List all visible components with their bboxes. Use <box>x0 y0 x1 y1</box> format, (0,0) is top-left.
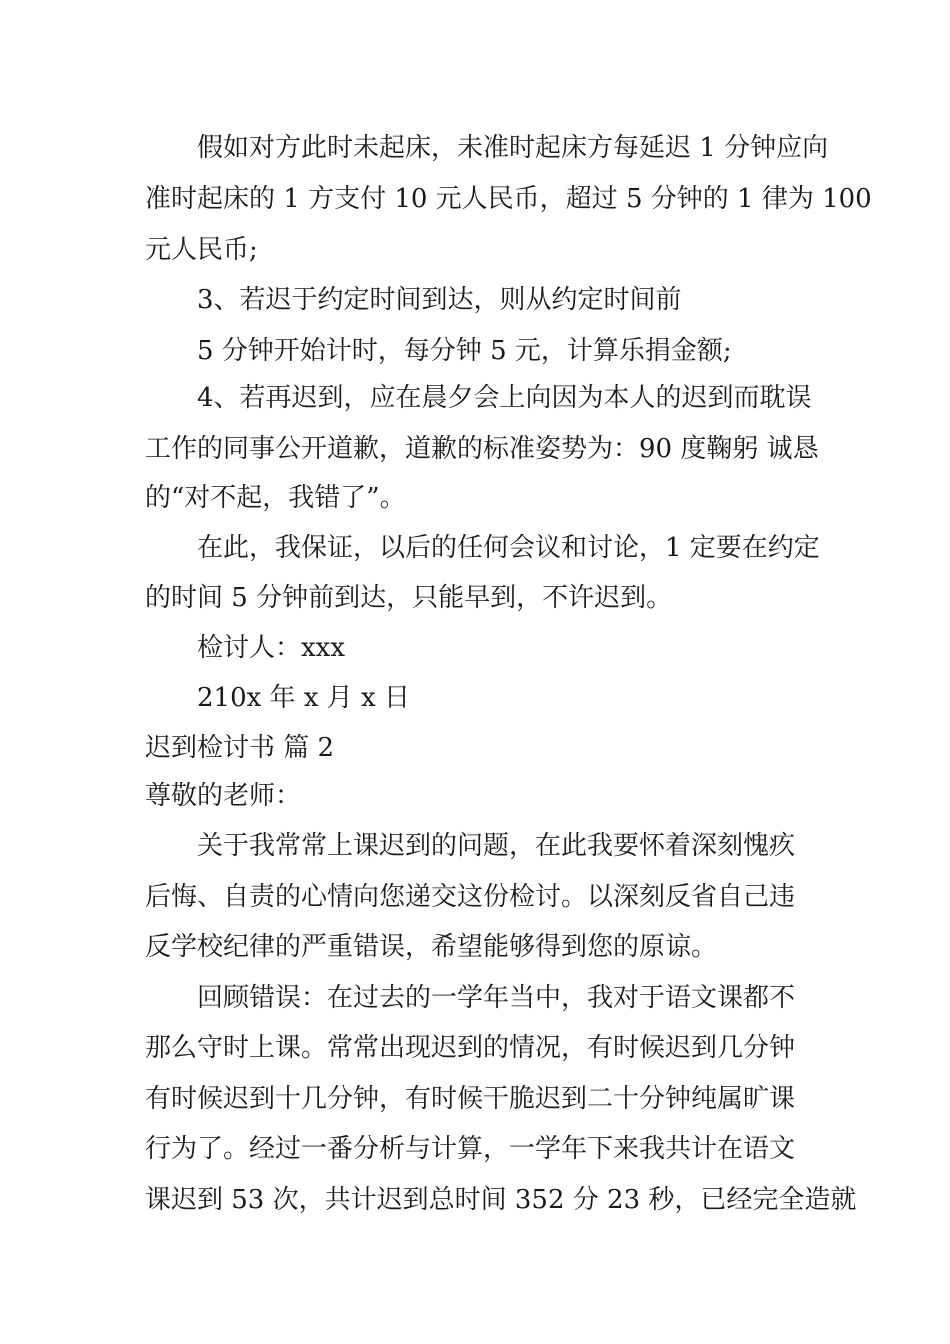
paragraph-line: 假如对方此时未起床，未准时起床方每延迟 1 分钟应向 <box>197 133 829 163</box>
list-item-3: 3、若迟于约定时间到达，则从约定时间前 <box>197 285 682 315</box>
section-title: 迟到检讨书 篇 2 <box>145 733 335 763</box>
paragraph-line: 有时候迟到十几分钟，有时候干脆迟到二十分钟纯属旷课 <box>145 1084 796 1114</box>
paragraph-line: 的时间 5 分钟前到达，只能早到，不许迟到。 <box>145 583 673 613</box>
paragraph-line: 课迟到 53 次，共计迟到总时间 352 分 23 秒，已经完全造就 <box>145 1185 857 1215</box>
paragraph-line: 后悔、自责的心情向您递交这份检讨。以深刻反省自己违 <box>145 882 796 912</box>
paragraph-line: 元人民币; <box>145 235 258 265</box>
paragraph-line: 那么守时上课。常常出现迟到的情况，有时候迟到几分钟 <box>145 1033 796 1063</box>
salutation: 尊敬的老师： <box>145 781 302 811</box>
paragraph-line: 准时起床的 1 方支付 10 元人民币，超过 5 分钟的 1 律为 100 <box>145 184 872 214</box>
paragraph-line: 的“对不起，我错了”。 <box>145 483 406 513</box>
paragraph-line: 回顾错误：在过去的一学年当中，我对于语文课都不 <box>197 983 796 1013</box>
paragraph-line: 在此，我保证，以后的任何会议和讨论，1 定要在约定 <box>197 533 820 563</box>
paragraph-line: 5 分钟开始计时，每分钟 5 元，计算乐捐金额; <box>197 336 732 366</box>
paragraph-line: 行为了。经过一番分析与计算，一学年下来我共计在语文 <box>145 1134 796 1164</box>
paragraph-line: 工作的同事公开道歉，道歉的标准姿势为：90 度鞠躬 诚恳 <box>145 434 819 464</box>
signature-date: 210x 年 x 月 x 日 <box>197 683 410 713</box>
paragraph-line: 关于我常常上课迟到的问题，在此我要怀着深刻愧疚 <box>197 831 796 861</box>
list-item-4: 4、若再迟到，应在晨夕会上向因为本人的迟到而耽误 <box>197 383 812 413</box>
signature-name: 检讨人：xxx <box>197 633 345 663</box>
paragraph-line: 反学校纪律的严重错误，希望能够得到您的原谅。 <box>145 932 718 962</box>
